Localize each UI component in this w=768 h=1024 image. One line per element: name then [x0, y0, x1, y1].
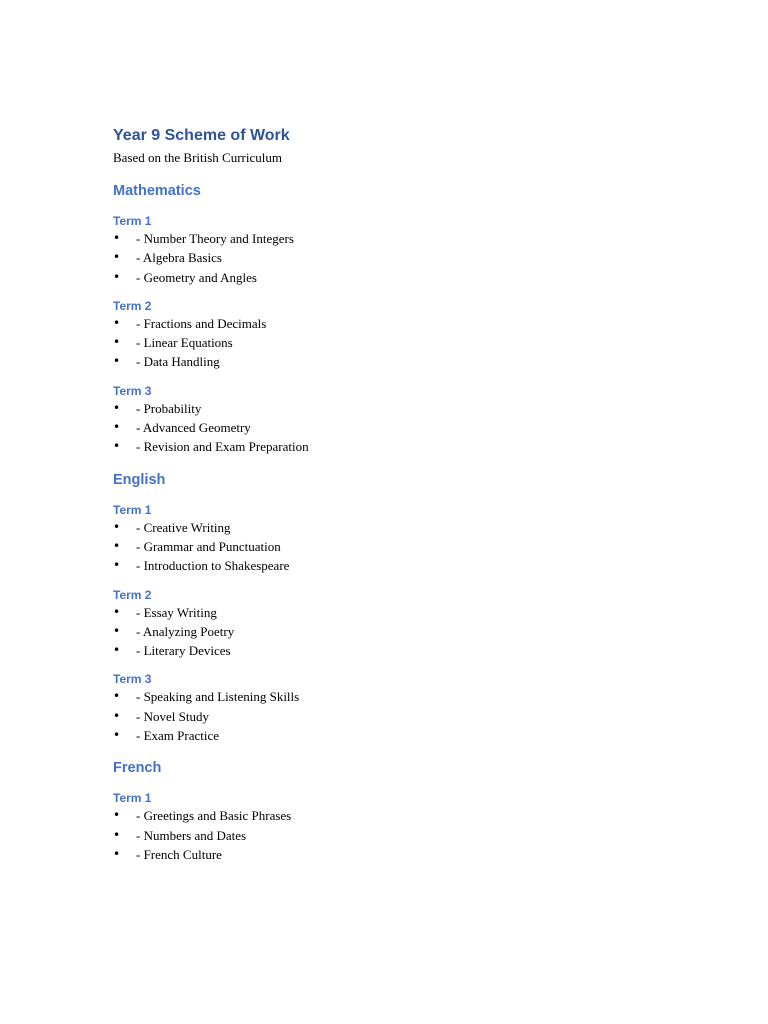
list-item	[113, 314, 673, 333]
bullet-icon: •	[113, 558, 121, 573]
topic-text: - Exam Practice	[136, 728, 220, 744]
topic-text: - Creative Writing	[136, 519, 231, 535]
list-item	[113, 229, 673, 248]
topic-list	[113, 806, 673, 864]
document-title: Year 9 Scheme of Work	[113, 127, 290, 144]
bullet-icon: •	[113, 400, 121, 415]
topic-text: - Novel Study	[136, 708, 209, 724]
topic-text: - Probability	[136, 400, 202, 416]
list-item	[113, 352, 673, 371]
topic-text: - Numbers and Dates	[136, 827, 247, 843]
term-block	[113, 213, 673, 287]
term-title: Term 2	[113, 298, 152, 313]
document-page	[113, 124, 673, 864]
topic-list	[113, 399, 673, 457]
subject-english	[113, 469, 673, 746]
topic-list	[113, 603, 673, 661]
bullet-icon: •	[113, 439, 121, 454]
topic-text: - Advanced Geometry	[136, 420, 251, 436]
list-item	[113, 537, 673, 556]
bullet-icon: •	[113, 689, 121, 704]
list-item	[113, 707, 673, 726]
list-item	[113, 556, 673, 575]
list-item	[113, 333, 673, 352]
subject-title: English	[113, 471, 166, 488]
list-item	[113, 806, 673, 825]
bullet-icon: •	[113, 604, 121, 619]
topic-text: - Fractions and Decimals	[136, 315, 267, 331]
list-item	[113, 437, 673, 456]
bullet-icon: •	[113, 315, 121, 330]
topic-text: - Data Handling	[136, 354, 220, 370]
subject-title: French	[113, 760, 162, 777]
bullet-icon: •	[113, 846, 121, 861]
topic-text: - Essay Writing	[136, 604, 217, 620]
list-item	[113, 687, 673, 706]
topic-list	[113, 314, 673, 372]
topic-list	[113, 229, 673, 287]
topic-text: - Grammar and Punctuation	[136, 538, 281, 554]
list-item	[113, 268, 673, 287]
subject-title: Mathematics	[113, 183, 201, 199]
term-block	[113, 790, 673, 864]
topic-text: - Algebra Basics	[136, 250, 222, 266]
topic-text: - Linear Equations	[136, 335, 233, 351]
list-item	[113, 845, 673, 864]
term-title: Term 1	[113, 791, 152, 806]
term-title: Term 1	[113, 214, 152, 228]
term-block	[113, 587, 673, 661]
term-title: Term 3	[113, 383, 152, 398]
list-item	[113, 726, 673, 745]
topic-text: - Number Theory and Integers	[136, 231, 294, 246]
term-title: Term 3	[113, 672, 152, 687]
bullet-icon: •	[113, 538, 121, 553]
bullet-icon: •	[113, 827, 121, 842]
bullet-icon: •	[113, 250, 121, 265]
topic-text: - Analyzing Poetry	[136, 623, 235, 639]
topic-text: - Speaking and Listening Skills	[136, 689, 300, 705]
bullet-icon: •	[113, 808, 121, 823]
topic-text: - French Culture	[136, 846, 222, 862]
topic-list	[113, 687, 673, 745]
subject-french	[113, 757, 673, 864]
list-item	[113, 826, 673, 845]
term-title: Term 1	[113, 502, 152, 517]
bullet-icon: •	[113, 643, 121, 658]
list-item	[113, 518, 673, 537]
term-block	[113, 298, 673, 372]
topic-text: - Literary Devices	[136, 643, 231, 659]
list-item	[113, 248, 673, 267]
bullet-icon: •	[113, 708, 121, 723]
bullet-icon: •	[113, 269, 121, 284]
topic-text: - Geometry and Angles	[136, 269, 257, 285]
topic-text: - Greetings and Basic Phrases	[136, 808, 292, 824]
bullet-icon: •	[113, 420, 121, 435]
bullet-icon: •	[113, 335, 121, 350]
topic-text: - Revision and Exam Preparation	[136, 439, 309, 455]
term-title: Term 2	[113, 587, 152, 602]
list-item	[113, 641, 673, 660]
bullet-icon: •	[113, 231, 121, 245]
topic-list	[113, 518, 673, 576]
term-block	[113, 383, 673, 457]
bullet-icon: •	[113, 728, 121, 743]
topic-text: - Introduction to Shakespeare	[136, 558, 290, 574]
bullet-icon: •	[113, 519, 121, 534]
list-item	[113, 399, 673, 418]
term-block	[113, 502, 673, 576]
bullet-icon: •	[113, 623, 121, 638]
document-subtitle: Based on the British Curriculum	[113, 150, 282, 165]
list-item	[113, 622, 673, 641]
subject-mathematics	[113, 180, 673, 457]
list-item	[113, 603, 673, 622]
bullet-icon: •	[113, 354, 121, 369]
term-block	[113, 671, 673, 745]
list-item	[113, 418, 673, 437]
